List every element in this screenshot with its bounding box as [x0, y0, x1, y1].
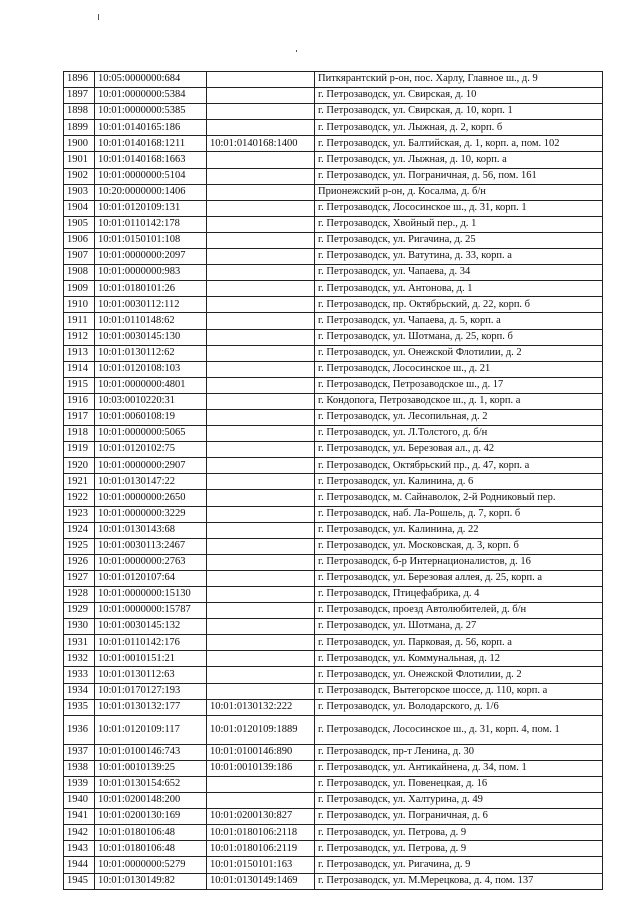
row-number-cell: 1945	[64, 873, 95, 889]
premise-cadastral-number-cell	[207, 329, 315, 345]
address-cell: Прионежский р-он, д. Косалма, д. б/н	[315, 184, 603, 200]
cadastral-number-cell: 10:01:0000000:2763	[95, 554, 207, 570]
address-cell: г. Петрозаводск, ул. Онежской Флотилии, д. 2	[315, 667, 603, 683]
premise-cadastral-number-cell	[207, 458, 315, 474]
address-cell: г. Петрозаводск, ул. Парковая, д. 56, корп. а	[315, 635, 603, 651]
table-row	[64, 152, 603, 168]
row-number-cell: 1943	[64, 841, 95, 857]
row-number-cell: 1941	[64, 809, 95, 825]
premise-cadastral-number-cell: 10:01:0150101:163	[207, 857, 315, 873]
address-cell: г. Петрозаводск, ул. М.Мерецкова, д. 4, пом. 137	[315, 873, 603, 889]
cadastral-number-cell: 10:01:0000000:5279	[95, 857, 207, 873]
address-cell: г. Петрозаводск, ул. Повенецкая, д. 16	[315, 776, 603, 792]
table-row	[64, 361, 603, 377]
row-number-cell: 1901	[64, 152, 95, 168]
table-row	[64, 345, 603, 361]
address-cell: г. Петрозаводск, пр. Октябрьский, д. 22, корп. б	[315, 297, 603, 313]
premise-cadastral-number-cell: 10:01:0180106:2118	[207, 825, 315, 841]
address-cell: г. Петрозаводск, Лососинское ш., д. 31, корп. 4, пом. 1	[315, 715, 603, 744]
cadastral-number-cell: 10:01:0130143:68	[95, 522, 207, 538]
row-number-cell: 1918	[64, 426, 95, 442]
address-cell: г. Петрозаводск, ул. Халтурина, д. 49	[315, 793, 603, 809]
row-number-cell: 1937	[64, 744, 95, 760]
row-number-cell: 1917	[64, 409, 95, 425]
premise-cadastral-number-cell	[207, 168, 315, 184]
address-cell: г. Петрозаводск, ул. Шотмана, д. 27	[315, 619, 603, 635]
row-number-cell: 1909	[64, 281, 95, 297]
premise-cadastral-number-cell: 10:01:0140168:1400	[207, 136, 315, 152]
scan-mark	[296, 50, 297, 52]
row-number-cell: 1926	[64, 554, 95, 570]
cadastral-number-cell: 10:01:0060108:19	[95, 409, 207, 425]
premise-cadastral-number-cell	[207, 72, 315, 88]
table-row	[64, 522, 603, 538]
cadastral-number-cell: 10:01:0000000:983	[95, 265, 207, 281]
cadastral-number-cell: 10:01:0100146:743	[95, 744, 207, 760]
row-number-cell: 1907	[64, 249, 95, 265]
premise-cadastral-number-cell	[207, 776, 315, 792]
cadastral-number-cell: 10:01:0180101:26	[95, 281, 207, 297]
row-number-cell: 1935	[64, 699, 95, 715]
address-cell: г. Петрозаводск, ул. Березовая аллея, д. 25, корп. а	[315, 570, 603, 586]
row-number-cell: 1904	[64, 200, 95, 216]
row-number-cell: 1913	[64, 345, 95, 361]
address-cell: г. Петрозаводск, ул. Онежской Флотилии, д. 2	[315, 345, 603, 361]
table-row	[64, 651, 603, 667]
cadastral-number-cell: 10:01:0180106:48	[95, 841, 207, 857]
cadastral-number-cell: 10:01:0000000:4801	[95, 377, 207, 393]
cadastral-number-cell: 10:01:0000000:5065	[95, 426, 207, 442]
row-number-cell: 1905	[64, 216, 95, 232]
cadastral-number-cell: 10:01:0130149:82	[95, 873, 207, 889]
table-row	[64, 857, 603, 873]
table-row	[64, 232, 603, 248]
table-row	[64, 249, 603, 265]
row-number-cell: 1930	[64, 619, 95, 635]
cadastral-number-cell: 10:01:0010139:25	[95, 760, 207, 776]
table-row	[64, 760, 603, 776]
cadastral-number-cell: 10:01:0030112:112	[95, 297, 207, 313]
address-cell: г. Петрозаводск, ул. Петрова, д. 9	[315, 841, 603, 857]
premise-cadastral-number-cell	[207, 619, 315, 635]
cadastral-number-cell: 10:01:0200148:200	[95, 793, 207, 809]
cadastral-number-cell: 10:01:0030113:2467	[95, 538, 207, 554]
premise-cadastral-number-cell	[207, 490, 315, 506]
cadastral-number-cell: 10:01:0110142:176	[95, 635, 207, 651]
cadastral-number-cell: 10:01:0000000:15787	[95, 603, 207, 619]
table-row	[64, 683, 603, 699]
address-cell: г. Петрозаводск, пр-т Ленина, д. 30	[315, 744, 603, 760]
premise-cadastral-number-cell	[207, 152, 315, 168]
cadastral-number-cell: 10:01:0110142:178	[95, 216, 207, 232]
table-row	[64, 168, 603, 184]
cadastral-number-cell: 10:01:0000000:2907	[95, 458, 207, 474]
premise-cadastral-number-cell	[207, 297, 315, 313]
premise-cadastral-number-cell	[207, 570, 315, 586]
premise-cadastral-number-cell	[207, 635, 315, 651]
address-cell: г. Петрозаводск, Вытегорское шоссе, д. 110, корп. а	[315, 683, 603, 699]
table-row	[64, 873, 603, 889]
address-cell: г. Петрозаводск, Петрозаводское ш., д. 17	[315, 377, 603, 393]
cadastral-number-cell: 10:01:0140168:1211	[95, 136, 207, 152]
table-row	[64, 587, 603, 603]
table-row	[64, 506, 603, 522]
row-number-cell: 1919	[64, 442, 95, 458]
row-number-cell: 1899	[64, 120, 95, 136]
cadastral-number-cell: 10:01:0120109:117	[95, 715, 207, 744]
table-row	[64, 825, 603, 841]
table-row	[64, 841, 603, 857]
cadastral-number-cell: 10:20:0000000:1406	[95, 184, 207, 200]
premise-cadastral-number-cell: 10:01:0180106:2119	[207, 841, 315, 857]
row-number-cell: 1938	[64, 760, 95, 776]
premise-cadastral-number-cell	[207, 281, 315, 297]
cadastral-number-cell: 10:01:0000000:5384	[95, 88, 207, 104]
cadastral-number-cell: 10:01:0120107:64	[95, 570, 207, 586]
premise-cadastral-number-cell	[207, 345, 315, 361]
premise-cadastral-number-cell	[207, 554, 315, 570]
premise-cadastral-number-cell	[207, 120, 315, 136]
address-cell: Питкярантский р-он, пос. Харлу, Главное ш., д. 9	[315, 72, 603, 88]
row-number-cell: 1928	[64, 587, 95, 603]
premise-cadastral-number-cell: 10:01:0130132:222	[207, 699, 315, 715]
cadastral-number-cell: 10:01:0150101:108	[95, 232, 207, 248]
premise-cadastral-number-cell	[207, 104, 315, 120]
cadastral-number-cell: 10:01:0200130:169	[95, 809, 207, 825]
table-row	[64, 715, 603, 744]
cadastral-number-cell: 10:01:0030145:132	[95, 619, 207, 635]
row-number-cell: 1908	[64, 265, 95, 281]
row-number-cell: 1921	[64, 474, 95, 490]
cadastral-number-cell: 10:03:0010220:31	[95, 393, 207, 409]
table-row	[64, 426, 603, 442]
address-cell: г. Петрозаводск, ул. Чапаева, д. 5, корп. а	[315, 313, 603, 329]
table-row	[64, 603, 603, 619]
cadastral-number-cell: 10:01:0000000:2650	[95, 490, 207, 506]
scan-mark	[98, 14, 99, 20]
table-row	[64, 442, 603, 458]
table-row	[64, 538, 603, 554]
registry-table	[63, 71, 603, 890]
premise-cadastral-number-cell	[207, 88, 315, 104]
address-cell: г. Петрозаводск, ул. Шотмана, д. 25, корп. б	[315, 329, 603, 345]
table-row	[64, 619, 603, 635]
address-cell: г. Петрозаводск, Лососинское ш., д. 21	[315, 361, 603, 377]
premise-cadastral-number-cell	[207, 442, 315, 458]
premise-cadastral-number-cell	[207, 184, 315, 200]
table-row	[64, 313, 603, 329]
table-row	[64, 474, 603, 490]
premise-cadastral-number-cell	[207, 313, 315, 329]
premise-cadastral-number-cell	[207, 522, 315, 538]
row-number-cell: 1933	[64, 667, 95, 683]
table-row	[64, 570, 603, 586]
premise-cadastral-number-cell	[207, 393, 315, 409]
premise-cadastral-number-cell	[207, 651, 315, 667]
premise-cadastral-number-cell	[207, 426, 315, 442]
premise-cadastral-number-cell: 10:01:0010139:186	[207, 760, 315, 776]
row-number-cell: 1898	[64, 104, 95, 120]
row-number-cell: 1927	[64, 570, 95, 586]
address-cell: г. Петрозаводск, ул. Коммунальная, д. 12	[315, 651, 603, 667]
cadastral-number-cell: 10:01:0130112:63	[95, 667, 207, 683]
row-number-cell: 1931	[64, 635, 95, 651]
table-row	[64, 776, 603, 792]
address-cell: г. Петрозаводск, ул. Московская, д. 3, корп. б	[315, 538, 603, 554]
row-number-cell: 1902	[64, 168, 95, 184]
table-row	[64, 72, 603, 88]
cadastral-number-cell: 10:01:0180106:48	[95, 825, 207, 841]
address-cell: г. Петрозаводск, ул. Пограничная, д. 56, пом. 161	[315, 168, 603, 184]
premise-cadastral-number-cell	[207, 361, 315, 377]
premise-cadastral-number-cell	[207, 603, 315, 619]
premise-cadastral-number-cell: 10:01:0200130:827	[207, 809, 315, 825]
cadastral-number-cell: 10:01:0120108:103	[95, 361, 207, 377]
table-row	[64, 377, 603, 393]
table-row	[64, 184, 603, 200]
address-cell: г. Петрозаводск, ул. Ригачина, д. 25	[315, 232, 603, 248]
table-row	[64, 554, 603, 570]
address-cell: г. Петрозаводск, ул. Петрова, д. 9	[315, 825, 603, 841]
address-cell: г. Петрозаводск, ул. Лыжная, д. 2, корп. б	[315, 120, 603, 136]
row-number-cell: 1929	[64, 603, 95, 619]
cadastral-number-cell: 10:01:0010151:21	[95, 651, 207, 667]
address-cell: г. Петрозаводск, ул. Калинина, д. 6	[315, 474, 603, 490]
cadastral-number-cell: 10:01:0030145:130	[95, 329, 207, 345]
table-row	[64, 458, 603, 474]
address-cell: г. Петрозаводск, Лососинское ш., д. 31, корп. 1	[315, 200, 603, 216]
cadastral-number-cell: 10:01:0000000:15130	[95, 587, 207, 603]
cadastral-number-cell: 10:01:0130132:177	[95, 699, 207, 715]
address-cell: г. Петрозаводск, Хвойный пер., д. 1	[315, 216, 603, 232]
table-row	[64, 393, 603, 409]
table-row	[64, 635, 603, 651]
cadastral-number-cell: 10:01:0000000:2097	[95, 249, 207, 265]
cadastral-number-cell: 10:01:0130112:62	[95, 345, 207, 361]
table-row	[64, 409, 603, 425]
table-row	[64, 281, 603, 297]
premise-cadastral-number-cell: 10:01:0130149:1469	[207, 873, 315, 889]
premise-cadastral-number-cell	[207, 232, 315, 248]
table-row	[64, 667, 603, 683]
row-number-cell: 1932	[64, 651, 95, 667]
address-cell: г. Петрозаводск, ул. Пограничная, д. 6	[315, 809, 603, 825]
table-row	[64, 265, 603, 281]
cadastral-number-cell: 10:01:0120102:75	[95, 442, 207, 458]
row-number-cell: 1911	[64, 313, 95, 329]
address-cell: г. Петрозаводск, ул. Лыжная, д. 10, корп. а	[315, 152, 603, 168]
table-row	[64, 329, 603, 345]
premise-cadastral-number-cell	[207, 409, 315, 425]
row-number-cell: 1912	[64, 329, 95, 345]
table-row	[64, 490, 603, 506]
row-number-cell: 1942	[64, 825, 95, 841]
address-cell: г. Петрозаводск, ул. Чапаева, д. 34	[315, 265, 603, 281]
address-cell: г. Петрозаводск, ул. Ригачина, д. 9	[315, 857, 603, 873]
address-cell: г. Петрозаводск, ул. Антикайнена, д. 34, пом. 1	[315, 760, 603, 776]
address-cell: г. Петрозаводск, б-р Интернационалистов, д. 16	[315, 554, 603, 570]
address-cell: г. Петрозаводск, ул. Свирская, д. 10, корп. 1	[315, 104, 603, 120]
cadastral-number-cell: 10:01:0140168:1663	[95, 152, 207, 168]
row-number-cell: 1944	[64, 857, 95, 873]
cadastral-number-cell: 10:01:0000000:5385	[95, 104, 207, 120]
row-number-cell: 1914	[64, 361, 95, 377]
table-row	[64, 699, 603, 715]
row-number-cell: 1915	[64, 377, 95, 393]
row-number-cell: 1906	[64, 232, 95, 248]
row-number-cell: 1910	[64, 297, 95, 313]
address-cell: г. Петрозаводск, проезд Автолюбителей, д. б/н	[315, 603, 603, 619]
table-row	[64, 120, 603, 136]
table-row	[64, 216, 603, 232]
cadastral-number-cell: 10:01:0170127:193	[95, 683, 207, 699]
cadastral-number-cell: 10:01:0000000:3229	[95, 506, 207, 522]
address-cell: г. Петрозаводск, наб. Ла-Рошель, д. 7, корп. б	[315, 506, 603, 522]
cadastral-number-cell: 10:01:0130147:22	[95, 474, 207, 490]
address-cell: г. Петрозаводск, м. Сайнаволок, 2-й Родниковый пер.	[315, 490, 603, 506]
premise-cadastral-number-cell	[207, 216, 315, 232]
row-number-cell: 1924	[64, 522, 95, 538]
address-cell: г. Петрозаводск, ул. Володарского, д. 1/6	[315, 699, 603, 715]
row-number-cell: 1934	[64, 683, 95, 699]
table-row	[64, 88, 603, 104]
address-cell: г. Петрозаводск, ул. Свирская, д. 10	[315, 88, 603, 104]
premise-cadastral-number-cell	[207, 474, 315, 490]
premise-cadastral-number-cell	[207, 200, 315, 216]
premise-cadastral-number-cell	[207, 265, 315, 281]
address-cell: г. Петрозаводск, Октябрьский пр., д. 47, корп. а	[315, 458, 603, 474]
row-number-cell: 1925	[64, 538, 95, 554]
row-number-cell: 1897	[64, 88, 95, 104]
premise-cadastral-number-cell	[207, 587, 315, 603]
table-row	[64, 744, 603, 760]
row-number-cell: 1896	[64, 72, 95, 88]
address-cell: г. Петрозаводск, ул. Березовая ал., д. 42	[315, 442, 603, 458]
premise-cadastral-number-cell	[207, 377, 315, 393]
cadastral-number-cell: 10:01:0140165:186	[95, 120, 207, 136]
cadastral-number-cell: 10:01:0000000:5104	[95, 168, 207, 184]
premise-cadastral-number-cell	[207, 793, 315, 809]
registry-table-body	[64, 72, 603, 890]
row-number-cell: 1923	[64, 506, 95, 522]
row-number-cell: 1936	[64, 715, 95, 744]
address-cell: г. Петрозаводск, ул. Ватутина, д. 33, корп. а	[315, 249, 603, 265]
table-row	[64, 200, 603, 216]
address-cell: г. Петрозаводск, Птицефабрика, д. 4	[315, 587, 603, 603]
cadastral-number-cell: 10:01:0130154:652	[95, 776, 207, 792]
row-number-cell: 1916	[64, 393, 95, 409]
row-number-cell: 1940	[64, 793, 95, 809]
cadastral-number-cell: 10:05:0000000:684	[95, 72, 207, 88]
address-cell: г. Петрозаводск, ул. Калинина, д. 22	[315, 522, 603, 538]
premise-cadastral-number-cell	[207, 506, 315, 522]
table-row	[64, 136, 603, 152]
address-cell: г. Петрозаводск, ул. Балтийская, д. 1, корп. а, пом. 102	[315, 136, 603, 152]
premise-cadastral-number-cell: 10:01:0100146:890	[207, 744, 315, 760]
table-row	[64, 793, 603, 809]
address-cell: г. Кондопога, Петрозаводское ш., д. 1, корп. а	[315, 393, 603, 409]
row-number-cell: 1920	[64, 458, 95, 474]
premise-cadastral-number-cell: 10:01:0120109:1889	[207, 715, 315, 744]
premise-cadastral-number-cell	[207, 667, 315, 683]
premise-cadastral-number-cell	[207, 249, 315, 265]
row-number-cell: 1900	[64, 136, 95, 152]
row-number-cell: 1922	[64, 490, 95, 506]
row-number-cell: 1903	[64, 184, 95, 200]
table-row	[64, 297, 603, 313]
cadastral-number-cell: 10:01:0120109:131	[95, 200, 207, 216]
table-row	[64, 809, 603, 825]
premise-cadastral-number-cell	[207, 683, 315, 699]
cadastral-number-cell: 10:01:0110148:62	[95, 313, 207, 329]
row-number-cell: 1939	[64, 776, 95, 792]
address-cell: г. Петрозаводск, ул. Л.Толстого, д. б/н	[315, 426, 603, 442]
address-cell: г. Петрозаводск, ул. Антонова, д. 1	[315, 281, 603, 297]
table-row	[64, 104, 603, 120]
address-cell: г. Петрозаводск, ул. Лесопильная, д. 2	[315, 409, 603, 425]
premise-cadastral-number-cell	[207, 538, 315, 554]
